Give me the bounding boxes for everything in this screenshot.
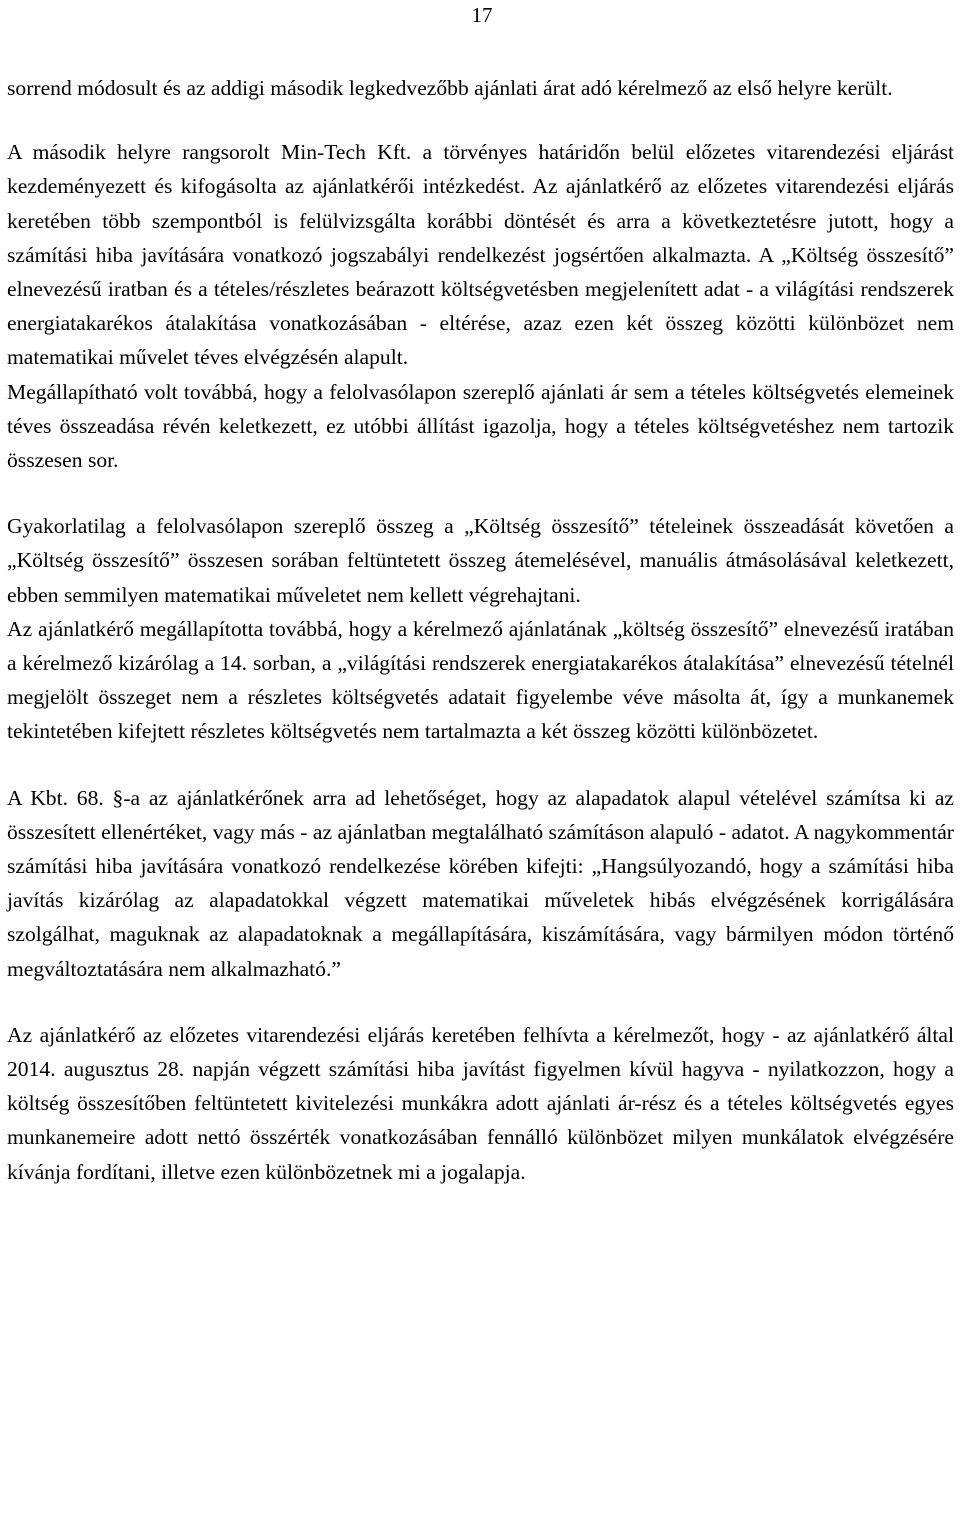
paragraph-spacer: [7, 477, 954, 509]
page-number: 17: [471, 3, 493, 27]
paragraph-2: A második helyre rangsorolt Min-Tech Kft. a törvényes határidőn belül előzetes vitarendezési eljárást kezdeményezett és kifogásolta az ajánlatkérői intézkedést. Az ajánlatkérő az előzetes vitarendezési eljárás keretében több szempontból is felülvizsgálta korábbi döntését és arra a következtetésre jutott, hogy a számítási hiba javítására vonatkozó jogszabályi rendelkezést jogsértően alkalmazta. A „Költség összesítő” elnevezésű iratban és a tételes/részletes beárazott költségvetésben megjelenített adat - a világítási rendszerek energiatakarékos átalakítása vonatkozásában - eltérése, azaz ezen két összeg közötti különbözet nem matematikai művelet téves elvégzésén alapult.: [7, 140, 954, 370]
paragraph-4: Gyakorlatilag a felolvasólapon szereplő összeg a „Költség összesítő” tételeinek összeadását követően a „Költség összesítő” összesen sorában feltüntetett összeg átemelésével, manuális átmásolásával keletkezett, ebben semmilyen matematikai műveletet nem kellett végrehajtani.: [7, 514, 954, 607]
document-body: [7, 71, 954, 1189]
paragraph-1: sorrend módosult és az addigi második legkedvezőbb ajánlati árat adó kérelmező az első helyre került.: [7, 76, 893, 100]
paragraph-spacer: [7, 986, 954, 1018]
paragraph-spacer: [7, 749, 954, 781]
paragraph-7: Az ajánlatkérő az előzetes vitarendezési eljárás keretében felhívta a kérelmezőt, hogy - az ajánlatkérő által 2014. augusztus 28. napján végzett számítási hiba javítást figyelmen kívül hagyva - nyilatkozzon, hogy a költség összesítőben feltüntetett kivitelezési munkákra adott ajánlati ár-rész és a tételes költségvetés egyes munkanemeire adott nettó összérték vonatkozásában fennálló különbözet milyen munkálatok elvégzésére kívánja fordítani, illetve ezen különbözetnek mi a jogalapja.: [7, 1022, 954, 1184]
paragraph-5: Az ajánlatkérő megállapította továbbá, hogy a kérelmező ajánlatának „költség összesítő” elnevezésű iratában a kérelmező kizárólag a 14. sorban, a „világítási rendszerek energiatakarékos átalakítása” elnevezésű tételnél megjelölt összeget nem a részletes költségvetés adatait figyelembe véve másolta át, így a munkanemek tekintetében kifejtett részletes költségvetés nem tartalmazta a két összeg közötti különbözetet.: [7, 616, 954, 744]
paragraph-6: A Kbt. 68. §-a az ajánlatkérőnek arra ad lehetőséget, hogy az alapadatok alapul vételével számítsa ki az összesített ellenértéket, vagy más - az ajánlatban megtalálható számításon alapuló - adatot. A nagykommentár számítási hiba javítására vonatkozó rendelkezése körében kifejti: „Hangsúlyozandó, hogy a számítási hiba javítás kizárólag az alapadatokkal végzett matematikai műveletek hibás elvégzésének korrigálására szolgálhat, maguknak az alapadatoknak a megállapítására, kiszámítására, vagy bármilyen módon történő megváltoztatására nem alkalmazható.”: [7, 785, 954, 981]
paragraph-spacer: [7, 105, 954, 135]
paragraph-3: Megállapítható volt továbbá, hogy a felolvasólapon szereplő ajánlati ár sem a tételes költségvetés elemeinek téves összeadása révén keletkezett, ez utóbbi állítást igazolja, hogy a tételes költségvetéshez nem tartozik összesen sor.: [7, 379, 954, 473]
